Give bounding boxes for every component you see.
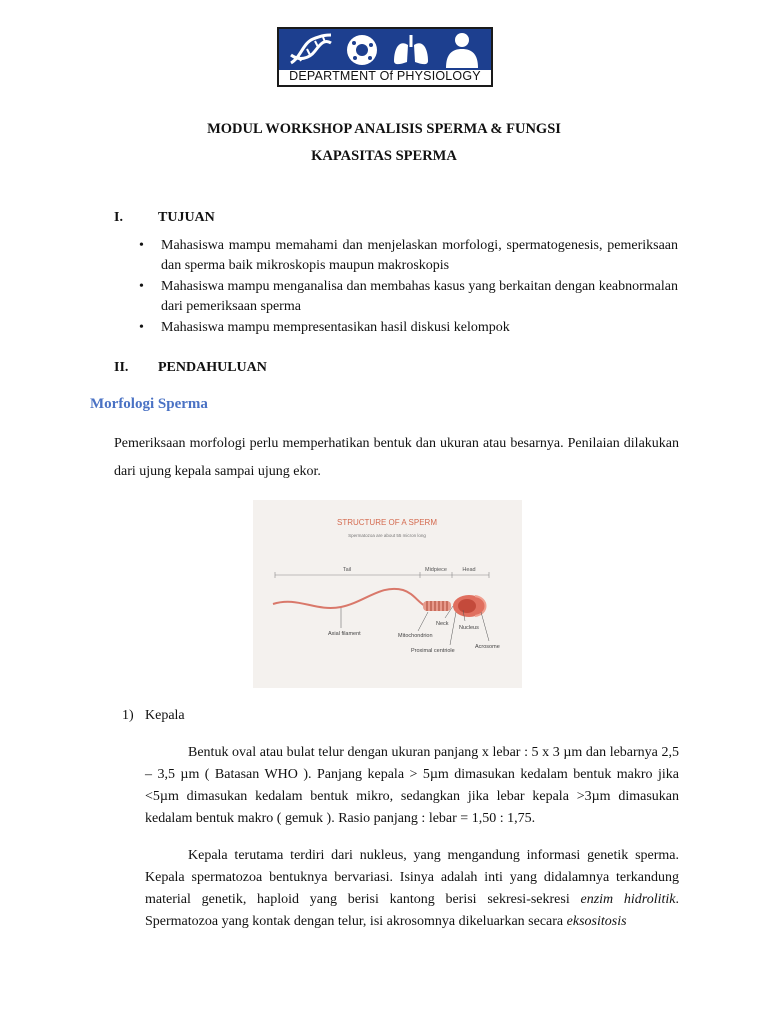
cell-icon [344,33,380,67]
region-label-midpiece: Midpiece [424,567,448,573]
human-body-icon [442,32,482,68]
list-number: 1) [122,708,134,723]
logo-text: DEPARTMENT Of PHYSIOLOGY [289,69,481,83]
dna-icon [289,33,333,67]
list-item: • Mahasiswa mampu menganalisa dan membahas kasus yang berkaitan dengan keabnormalan dari pemeriksaan sperma [139,279,678,314]
lungs-icon [391,33,431,67]
figure-subtitle: Spermatozoa are about 55 micron long [348,533,426,538]
sperm-tail [273,589,425,608]
logo-icon-band [279,29,491,70]
emphasis-term: eksositosis [566,914,627,929]
department-logo [277,27,493,87]
label-acrosome: Acrosome [475,644,500,650]
section-number: I. [114,210,123,225]
section-label: TUJUAN [158,210,215,225]
label-mitochondrion: Mitochondrion [398,633,433,639]
subheading-morfologi: Morfologi Sperma [90,396,208,412]
objectives-list [137,236,678,339]
bullet-icon: • [139,320,144,335]
list-item: • Mahasiswa mampu memahami dan menjelaskan morfologi, spermatogenesis, pemeriksaan dan sperma baik mikroskopis maupun makroskopis [139,238,678,273]
list-label: Kepala [145,708,185,723]
label-axial-filament: Axial filament [328,631,361,637]
region-brackets [275,572,489,578]
intro-paragraph: Pemeriksaan morfologi perlu memperhatikan bentuk dan ukuran atau besarnya. Penilaian dilakukan dari ujung kepala sampai ujung ekor. [114,436,679,479]
label-nucleus: Nucleus [459,625,479,631]
list-item: • Mahasiswa mampu mempresentasikan hasil diskusi kelompok [137,318,678,338]
section-number: II. [114,360,129,375]
sperm-structure-figure [253,500,522,688]
kepala-paragraph-1: Bentuk oval atau bulat telur dengan ukuran panjang x lebar : 5 x 3 µm dan lebarnya 2,5 – 3,5 µm ( Batasan WHO ). Panjang kepala > 5µm dimasukan kedalam bentuk makro jika <5µm dimasukan kedalam bentuk mikro, sedangkan jika lebar kepala >3µm dimasukan kedalam bentuk makro ( gemuk ). Rasio panjang : lebar = 1,50 : 1,75. [145,745,679,826]
region-label-tail: Tail [342,567,352,573]
kepala-paragraph-2: Kepala terutama terdiri dari nukleus, yang mengandung informasi genetik sperma. Kepala spermatozoa bentuknya bervariasi. Isinya adalah inti yang didalamnya terkandung material genetik, haploid yang berisi kantong berisi sekresi-sekresi enzim hidrolitik. Spermatozoa yang kontak dengan telur, isi akrosomnya dikeluarkan secara eksositosis [145,848,679,929]
document-title-line2: KAPASITAS SPERMA [311,148,457,164]
sperm-midpiece [423,601,451,611]
sperm-nucleus [458,599,476,613]
label-neck: Neck [436,621,449,627]
document-title-line1: MODUL WORKSHOP ANALISIS SPERMA & FUNGSI [207,121,561,137]
label-proximal-centriole: Proximal centriole [411,648,455,654]
region-label-head: Head [462,567,476,573]
bullet-icon: • [139,279,144,294]
emphasis-term: enzim hidrolitik [580,892,676,907]
section-label: PENDAHULUAN [158,360,267,375]
figure-title: STRUCTURE OF A SPERM [336,518,438,527]
bullet-icon: • [139,238,144,253]
